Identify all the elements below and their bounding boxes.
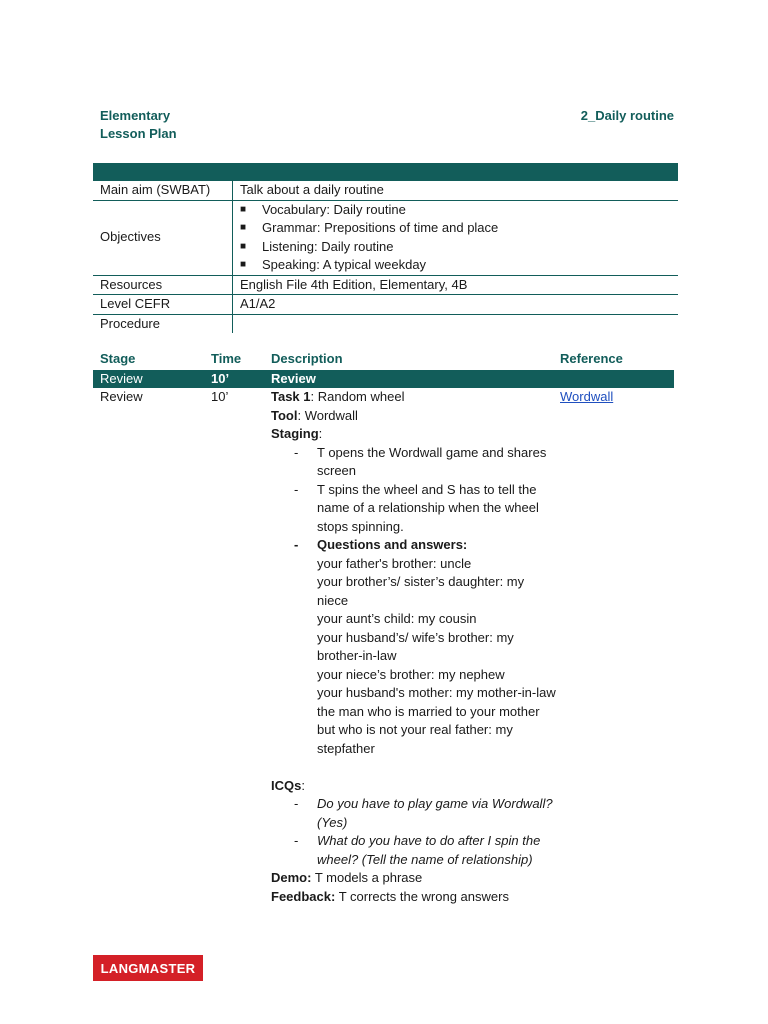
icqs-line: ICQs: [271,777,305,793]
staging-list [271,444,556,555]
level-value: A1/A2 [233,295,679,315]
resources-label: Resources [93,275,233,295]
reference-link[interactable]: Wordwall [560,389,614,404]
main-aim-value: Talk about a daily routine [233,181,679,200]
column-header-reference: Reference [560,351,623,366]
demo-label: Demo: [271,870,312,885]
qa-list [271,555,556,759]
square-bullet-icon: ■ [240,240,247,252]
resources-value: English File 4th Edition, Elementary, 4B [233,275,679,295]
objective-item: ■ Speaking: A typical weekday [240,256,671,275]
square-bullet-icon: ■ [240,259,247,270]
icq-item: - Do you have to play game via Wordwall? (Yes) [294,796,553,830]
tool-label: Tool [271,407,298,423]
row-stage: Review [100,389,143,404]
feedback-label: Feedback: [271,888,336,904]
objectives-cell [233,200,679,275]
objective-item: ■ Listening: Daily routine [240,238,671,257]
tool-line [271,407,556,426]
staging-item: - T spins the wheel and S has to tell the name of a relationship when the wheel stops spinning. [294,481,539,534]
procedure-label: Procedure [93,314,233,333]
resources-row [93,275,678,295]
feedback-line [271,888,556,907]
qa-line: your niece’s brother: my nephew [317,666,505,682]
lesson-info-table [93,181,678,333]
level-label: Level CEFR [93,295,233,315]
main-aim-label: Main aim (SWBAT) [93,181,233,200]
row-time: 10’ [211,389,229,404]
qa-label: Questions and answers: [317,537,468,552]
section-stage: Review [100,371,143,386]
square-bullet-icon: ■ [240,203,247,215]
info-table-header-bar [93,163,678,181]
qa-line: your husband’s/ wife’s brother: my brother-in-law [317,629,514,663]
qa-line: your father's brother: uncle [317,555,472,571]
square-bullet-icon: ■ [240,222,247,233]
objectives-row [93,200,678,275]
row-description [271,388,556,906]
qa-line: your husband's mother: my mother-in-law [317,685,556,700]
icq-item: - What do you have to do after I spin the wheel? (Tell the name of relationship) [294,833,541,867]
demo-value: T models a phrase [311,870,423,885]
staging-label: Staging [271,426,319,441]
qa-line: the man who is married to your mother but who is not your real father: my stepfather [317,703,540,756]
staging-line: Staging: [271,426,323,441]
staging-item [271,536,556,555]
level-title: Elementary [100,108,171,123]
level-row [93,295,678,315]
objective-item: ■ Grammar: Prepositions of time and place [240,219,671,238]
dash-bullet-icon: - [294,481,299,497]
doc-type-title: Lesson Plan [100,126,177,141]
qa-line: your brother’s/ sister’s daughter: my niece [317,574,525,608]
task-line [271,388,556,407]
feedback-value: T corrects the wrong answers [335,888,509,904]
section-time: 10’ [211,371,230,386]
lesson-title: 2_Daily routine [580,108,674,123]
dash-bullet-icon: - [294,796,299,811]
objectives-label: Objectives [93,200,233,275]
procedure-value [233,314,679,333]
main-aim-row [93,181,678,200]
qa-line: your aunt’s child: my cousin [317,611,477,626]
dash-bullet-icon: - [294,444,299,460]
icqs-list [271,795,556,869]
section-row-review [93,370,674,388]
procedure-row [93,314,678,333]
objective-item: ■ Vocabulary: Daily routine [240,201,671,220]
langmaster-logo: LANGMASTER [93,955,203,981]
staging-item: - T opens the Wordwall game and shares screen [294,444,547,478]
demo-line [271,869,556,888]
section-description: Review [271,371,316,386]
spacer [271,758,556,777]
header-left [100,107,177,143]
dash-bullet-icon: - [294,537,299,552]
dash-bullet-icon: - [294,833,299,848]
column-header-description: Description [271,351,343,366]
tool-value: : Wordwall [297,407,358,423]
objectives-list [240,201,671,275]
column-header-stage: Stage [100,351,136,366]
task-label: Task 1 [271,389,311,404]
icqs-label: ICQs [271,777,302,793]
column-header-time: Time [211,351,242,366]
task-value: : Random wheel [310,389,405,404]
